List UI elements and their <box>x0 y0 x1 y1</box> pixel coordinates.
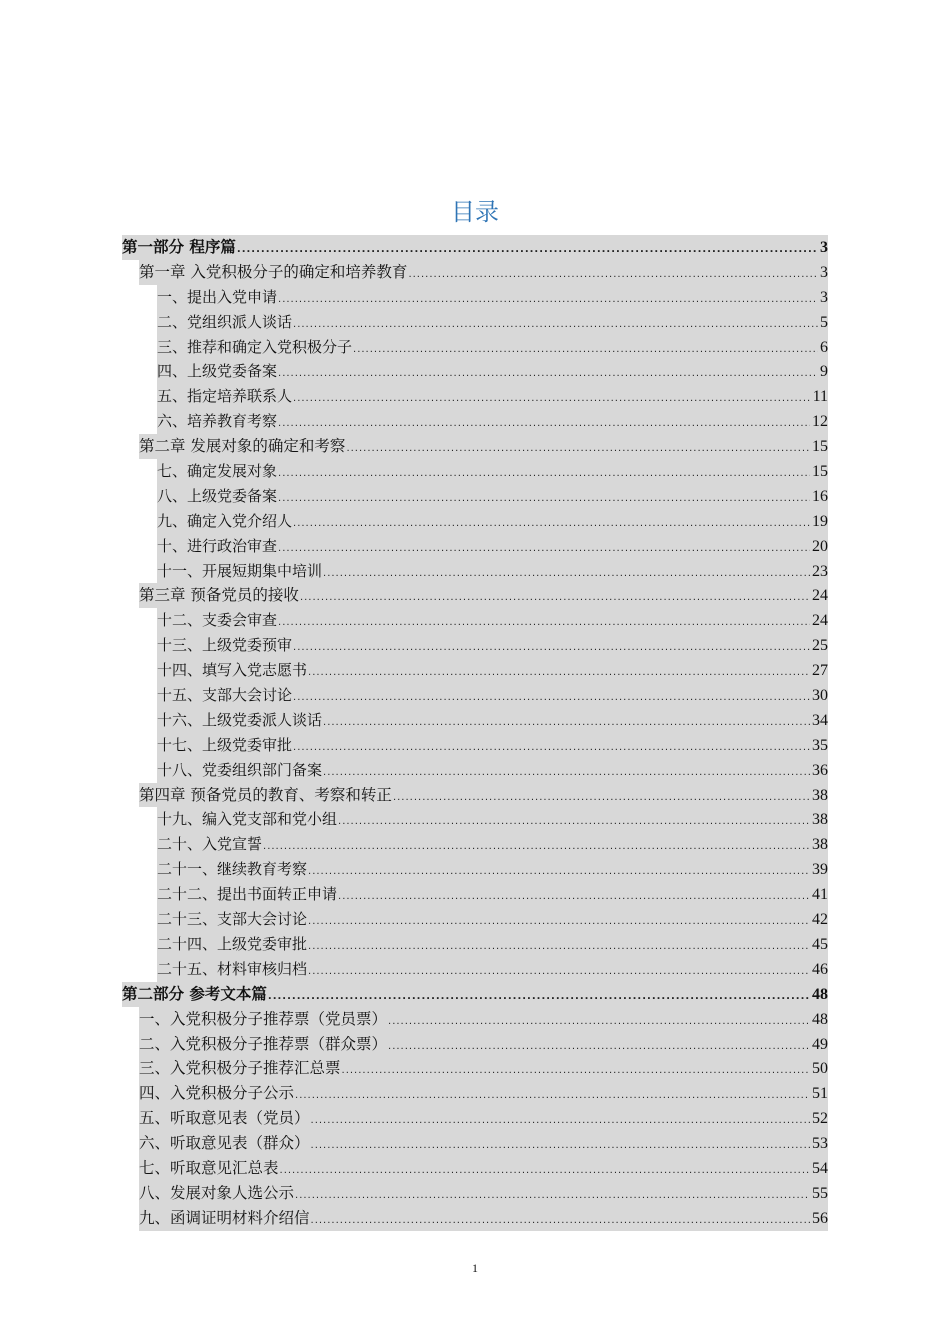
toc-entry-page-number: 3 <box>820 288 828 306</box>
toc-entry[interactable] <box>157 758 828 783</box>
toc-entry-page-number: 38 <box>812 811 828 829</box>
dot-leader <box>311 1132 810 1156</box>
toc-entry-page-number: 5 <box>820 313 828 331</box>
toc-entry-label: 十九、编入党支部和党小组 <box>157 810 338 829</box>
toc-entry-page-number: 30 <box>812 687 828 705</box>
dot-leader <box>293 385 811 409</box>
toc-entry-page-number: 48 <box>812 985 828 1003</box>
toc-entry-label: 十八、党委组织部门备案 <box>157 760 323 779</box>
toc-entry[interactable] <box>157 832 828 857</box>
toc-entry-label: 六、听取意见表（群众） <box>139 1134 310 1153</box>
dot-leader <box>278 410 810 434</box>
toc-entry[interactable] <box>157 807 828 832</box>
toc-entry-page-number: 45 <box>812 935 828 953</box>
toc-entry-page-number: 23 <box>812 562 828 580</box>
dot-leader <box>278 360 818 384</box>
toc-entry-page-number: 39 <box>812 861 828 879</box>
toc-entry-label: 四、上级党委备案 <box>157 362 278 381</box>
dot-leader <box>237 236 818 260</box>
toc-entry[interactable] <box>139 1106 828 1131</box>
toc-entry-label: 第三章 预备党员的接收 <box>139 586 299 605</box>
toc-entry-label: 十五、支部大会讨论 <box>157 686 293 705</box>
toc-entry-label: 五、指定培养联系人 <box>157 387 293 406</box>
toc-entry-page-number: 36 <box>812 761 828 779</box>
toc-entry[interactable] <box>157 359 828 384</box>
toc-entry-page-number: 48 <box>812 1010 828 1028</box>
toc-entry-page-number: 49 <box>812 1035 828 1053</box>
toc-entry-label: 十三、上级党委预审 <box>157 636 293 655</box>
toc-entry-page-number: 41 <box>812 886 828 904</box>
toc-entry[interactable] <box>157 708 828 733</box>
dot-leader <box>408 261 818 285</box>
toc-entry-label: 二十二、提出书面转正申请 <box>157 885 338 904</box>
toc-entry-label: 十七、上级党委审批 <box>157 735 293 754</box>
toc-entry[interactable] <box>139 1131 828 1156</box>
toc-entry-label: 第一章 入党积极分子的确定和培养教育 <box>139 262 408 281</box>
toc-entry[interactable] <box>157 409 828 434</box>
toc-entry-label: 第四章 预备党员的教育、考察和转正 <box>139 785 392 804</box>
toc-entry-page-number: 35 <box>812 736 828 754</box>
toc-entry-page-number: 16 <box>812 487 828 505</box>
toc-entry[interactable] <box>122 235 828 260</box>
toc-entry[interactable] <box>139 783 828 808</box>
dot-leader <box>311 1107 810 1131</box>
toc-entry-label: 二十五、材料审核归档 <box>157 959 308 978</box>
toc-entry-label: 八、发展对象人选公示 <box>139 1183 295 1202</box>
dot-leader <box>293 634 810 658</box>
toc-entry-label: 九、确定入党介绍人 <box>157 511 293 530</box>
toc-entry[interactable] <box>157 310 828 335</box>
toc-entry-label: 十一、开展短期集中培训 <box>157 561 323 580</box>
dot-leader <box>323 759 810 783</box>
toc-entry-page-number: 34 <box>812 711 828 729</box>
toc-entry-label: 七、确定发展对象 <box>157 462 278 481</box>
dot-leader <box>268 983 810 1007</box>
dot-leader <box>293 734 810 758</box>
toc-entry-page-number: 6 <box>820 338 828 356</box>
dot-leader <box>263 833 810 857</box>
toc-entry-label: 第二部分 参考文本篇 <box>122 983 267 1003</box>
dot-leader <box>293 311 818 335</box>
toc-entry[interactable] <box>157 384 828 409</box>
toc-entry-page-number: 38 <box>812 836 828 854</box>
toc-entry[interactable] <box>139 583 828 608</box>
toc-entry[interactable] <box>139 260 828 285</box>
dot-leader <box>311 1207 810 1231</box>
toc-entry-label: 三、推荐和确定入党积极分子 <box>157 337 353 356</box>
dot-leader <box>388 1033 810 1057</box>
dot-leader <box>308 858 810 882</box>
toc-entry-label: 二十一、继续教育考察 <box>157 860 308 879</box>
dot-leader <box>278 460 810 484</box>
page-number: 1 <box>472 1261 478 1275</box>
dot-leader <box>388 1008 810 1032</box>
toc-entry-label: 三、入党积极分子推荐汇总票 <box>139 1059 341 1078</box>
toc-entry-label: 一、入党积极分子推荐票（党员票） <box>139 1009 388 1028</box>
toc-entry[interactable] <box>157 509 828 534</box>
toc-entry-page-number: 38 <box>812 786 828 804</box>
toc-entry[interactable] <box>157 534 828 559</box>
toc-entry-label: 十六、上级党委派人谈话 <box>157 710 323 729</box>
dot-leader <box>308 933 810 957</box>
toc-entry[interactable] <box>157 633 828 658</box>
toc-entry[interactable] <box>139 1007 828 1032</box>
dot-leader <box>300 584 810 608</box>
dot-leader <box>308 958 810 982</box>
toc-entry-label: 二十三、支部大会讨论 <box>157 910 308 929</box>
toc-entry-label: 二、党组织派人谈话 <box>157 312 293 331</box>
toc-entry-page-number: 9 <box>820 363 828 381</box>
toc-entry-label: 六、培养教育考察 <box>157 412 278 431</box>
toc-entry[interactable] <box>139 434 828 459</box>
toc-entry[interactable] <box>157 882 828 907</box>
toc-entry-page-number: 50 <box>812 1060 828 1078</box>
dot-leader <box>293 510 810 534</box>
toc-entry[interactable] <box>139 1056 828 1081</box>
toc-entry[interactable] <box>122 982 828 1007</box>
toc-entry-page-number: 24 <box>812 612 828 630</box>
toc-entry-page-number: 52 <box>812 1110 828 1128</box>
toc-entry-page-number: 56 <box>812 1209 828 1227</box>
toc-entry[interactable] <box>157 857 828 882</box>
toc-entry-label: 九、函调证明材料介绍信 <box>139 1208 310 1227</box>
toc-entry-page-number: 24 <box>812 587 828 605</box>
toc-entry-page-number: 11 <box>812 388 828 406</box>
dot-leader <box>308 659 810 683</box>
dot-leader <box>338 808 810 832</box>
toc-entry-page-number: 19 <box>812 512 828 530</box>
toc-entry[interactable] <box>157 683 828 708</box>
toc-entry[interactable] <box>139 1206 828 1231</box>
toc-entry-label: 二十四、上级党委审批 <box>157 934 308 953</box>
toc-entry[interactable] <box>157 335 828 360</box>
toc-entry-label: 七、听取意见汇总表 <box>139 1158 279 1177</box>
toc-entry-label: 二、入党积极分子推荐票（群众票） <box>139 1034 388 1053</box>
toc-entry-page-number: 55 <box>812 1184 828 1202</box>
dot-leader <box>338 883 810 907</box>
toc-entry-label: 八、上级党委备案 <box>157 486 278 505</box>
dot-leader <box>278 485 810 509</box>
dot-leader <box>278 286 818 310</box>
dot-leader <box>323 560 810 584</box>
toc-entry[interactable] <box>157 957 828 982</box>
table-of-contents <box>122 235 828 1231</box>
toc-entry[interactable] <box>139 1156 828 1181</box>
toc-entry[interactable] <box>157 733 828 758</box>
toc-entry-page-number: 46 <box>812 960 828 978</box>
dot-leader <box>353 336 818 360</box>
toc-entry-page-number: 15 <box>812 463 828 481</box>
dot-leader <box>295 1082 810 1106</box>
toc-entry-label: 十四、填写入党志愿书 <box>157 661 308 680</box>
dot-leader <box>280 1157 810 1181</box>
toc-entry-label: 第一部分 程序篇 <box>122 237 236 256</box>
toc-entry-page-number: 54 <box>812 1159 828 1177</box>
page-title: 目录 <box>451 198 499 226</box>
toc-entry[interactable] <box>157 285 828 310</box>
toc-entry-label: 第二章 发展对象的确定和考察 <box>139 437 346 456</box>
toc-entry[interactable] <box>139 1032 828 1057</box>
toc-entry-page-number: 3 <box>820 239 828 256</box>
toc-entry[interactable] <box>139 1081 828 1106</box>
toc-entry-page-number: 15 <box>812 438 828 456</box>
toc-entry-page-number: 25 <box>812 637 828 655</box>
dot-leader <box>278 535 810 559</box>
toc-entry[interactable] <box>157 559 828 584</box>
toc-entry[interactable] <box>157 484 828 509</box>
dot-leader <box>308 908 810 932</box>
toc-entry-label: 十二、支委会审查 <box>157 611 278 630</box>
toc-entry-page-number: 12 <box>812 413 828 431</box>
toc-entry[interactable] <box>157 932 828 957</box>
dot-leader <box>342 1057 810 1081</box>
toc-entry[interactable] <box>157 608 828 633</box>
dot-leader <box>346 435 810 459</box>
toc-entry-label: 一、提出入党申请 <box>157 287 278 306</box>
dot-leader <box>295 1182 810 1206</box>
toc-entry[interactable] <box>157 459 828 484</box>
dot-leader <box>393 784 810 808</box>
toc-entry-page-number: 27 <box>812 662 828 680</box>
toc-entry[interactable] <box>139 1181 828 1206</box>
toc-entry[interactable] <box>157 907 828 932</box>
dot-leader <box>293 684 810 708</box>
dot-leader <box>323 709 810 733</box>
toc-entry-page-number: 20 <box>812 537 828 555</box>
toc-entry[interactable] <box>157 658 828 683</box>
toc-entry-page-number: 53 <box>812 1135 828 1153</box>
toc-entry-page-number: 51 <box>812 1085 828 1103</box>
toc-entry-label: 二十、入党宣誓 <box>157 835 263 854</box>
toc-entry-label: 五、听取意见表（党员） <box>139 1109 310 1128</box>
toc-entry-label: 四、入党积极分子公示 <box>139 1084 295 1103</box>
toc-entry-page-number: 42 <box>812 911 828 929</box>
dot-leader <box>278 609 810 633</box>
toc-entry-page-number: 3 <box>820 263 828 281</box>
toc-entry-label: 十、进行政治审查 <box>157 536 278 555</box>
